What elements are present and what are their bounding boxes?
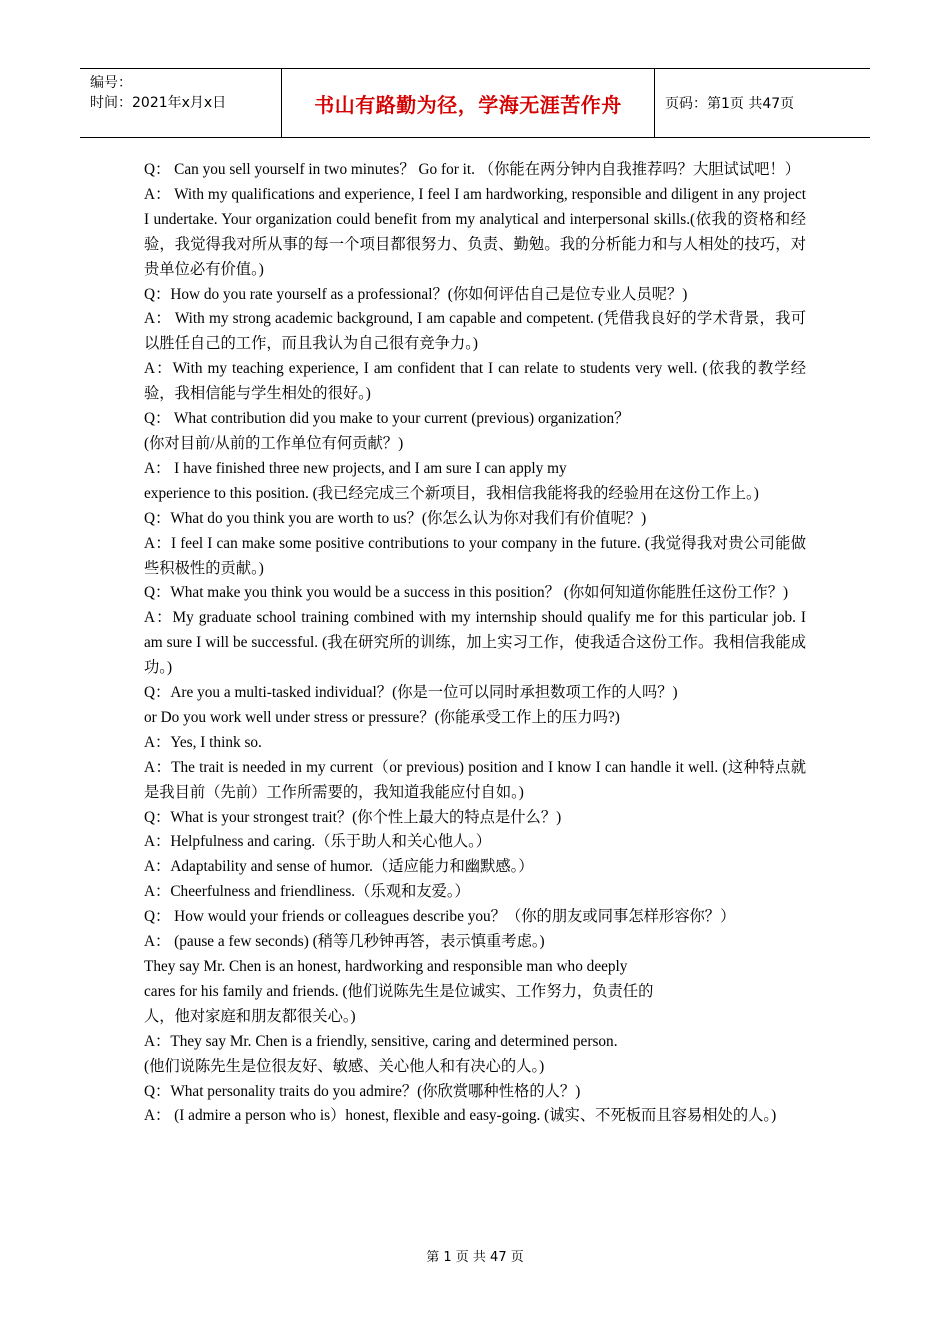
text-line: A：Helpfulness and caring.（乐于助人和关心他人。） [144,833,492,851]
page-header [80,68,870,138]
text-line: or Do you work well under stress or pressure？(你能承受工作上的压力吗?) [144,708,620,726]
text-line: Q：What make you think you would be a success in this position？ (你如何知道你能胜任这份工作？) [144,584,789,602]
text-line: Q： Can you sell yourself in two minutes？ Go for it. （你能在两分钟内自我推荐吗？大胆试试吧！） [144,161,801,178]
text-line: They say Mr. Chen is an honest, hardworking and responsible man who deeply [144,958,628,975]
text-line: Q：What is your strongest trait？(你个性上最大的特点是什么？) [144,808,562,826]
header-meta-cell [80,69,282,137]
text-line: A：I feel I can make some positive contributions to your company in the future. (我觉得我对贵公司能做些积极性的贡献。) [144,534,806,577]
footer-page-number: 第 1 页 共 47 页 [426,1250,524,1265]
text-line: A：The trait is needed in my current（or previous) position and I know I can handle it well. (这种特点就是我目前（先前）工作所需要的，我知道我能应付自如。) [144,758,806,801]
text-line: Q：How do you rate yourself as a professional？(你如何评估自己是位专业人员呢？) [144,285,688,303]
text-line: A： With my strong academic background, I am capable and competent. (凭借我良好的学术背景，我可以胜任自己的工作，而且我认为自己很有竞争力。) [144,310,806,353]
text-line: Q：What do you think you are worth to us？(你怎么认为你对我们有价值呢？) [144,509,647,527]
text-line: 人，他对家庭和朋友都很关心。) [144,1007,356,1025]
text-line: (你对目前/从前的工作单位有何贡献？) [144,434,404,452]
text-line: A：With my teaching experience, I am confident that I can relate to students very well. (依我的教学经验，我相信能与学生相处的很好。) [144,360,806,403]
text-line: A：Adaptability and sense of humor.（适应能力和幽默感。） [144,858,534,876]
page-footer [0,1246,950,1265]
text-line: A：They say Mr. Chen is a friendly, sensitive, caring and determined person. [144,1032,618,1050]
text-line: Q： What contribution did you make to your current (previous) organization？ [144,410,630,428]
text-line: A： (I admire a person who is）honest, flexible and easy-going. (诚实、不死板而且容易相处的人。) [144,1107,777,1125]
text-line: A： I have finished three new projects, and I am sure I can apply my [144,459,567,477]
text-line: Q：What personality traits do you admire？(你欣赏哪种性格的人？) [144,1082,581,1100]
qa-content [144,158,806,1129]
document-time-label: 时间：2021年x月x日 [90,95,227,111]
header-page-cell [655,69,870,137]
text-line: cares for his family and friends. (他们说陈先生是位诚实、工作努力，负责任的 [144,982,654,1000]
text-line: Q： How would your friends or colleagues describe you？（你的朋友或同事怎样形容你？） [144,908,736,926]
text-line: A： With my qualifications and experience, I feel I am hardworking, responsible and diligent in any project I undertake. Your organization could benefit from my analytical and interpersonal skills.(依我的资格和经验，我觉得我对所从事的每一个项目都很努力、负责、勤勉。我的分析能力和与人相处的技巧，对贵单位必有价值。) [144,185,806,278]
text-line: Q：Are you a multi-tasked individual？(你是一位可以同时承担数项工作的人吗？) [144,684,678,702]
document-number-label: 编号： [90,75,132,91]
header-motto-cell [282,69,655,137]
header-page-info: 页码：第1页 共47页 [665,96,795,112]
text-line: A：My graduate school training combined with my internship should qualify me for this particular job. I am sure I will be successful. (我在研究所的训练，加上实习工作，使我适合这份工作。我相信我能成功。) [144,609,806,677]
text-line: A： (pause a few seconds) (稍等几秒钟再答，表示慎重考虑。) [144,933,545,951]
text-line: A：Yes, I think so. [144,733,262,751]
text-line: (他们说陈先生是位很友好、敏感、关心他人和有决心的人。) [144,1057,545,1075]
text-line: experience to this position. (我已经完成三个新项目，我相信我能将我的经验用在这份工作上。) [144,484,759,502]
header-motto: 书山有路勤为径，学海无涯苦作舟 [314,92,622,117]
text-line: A：Cheerfulness and friendliness.（乐观和友爱。） [144,883,470,901]
